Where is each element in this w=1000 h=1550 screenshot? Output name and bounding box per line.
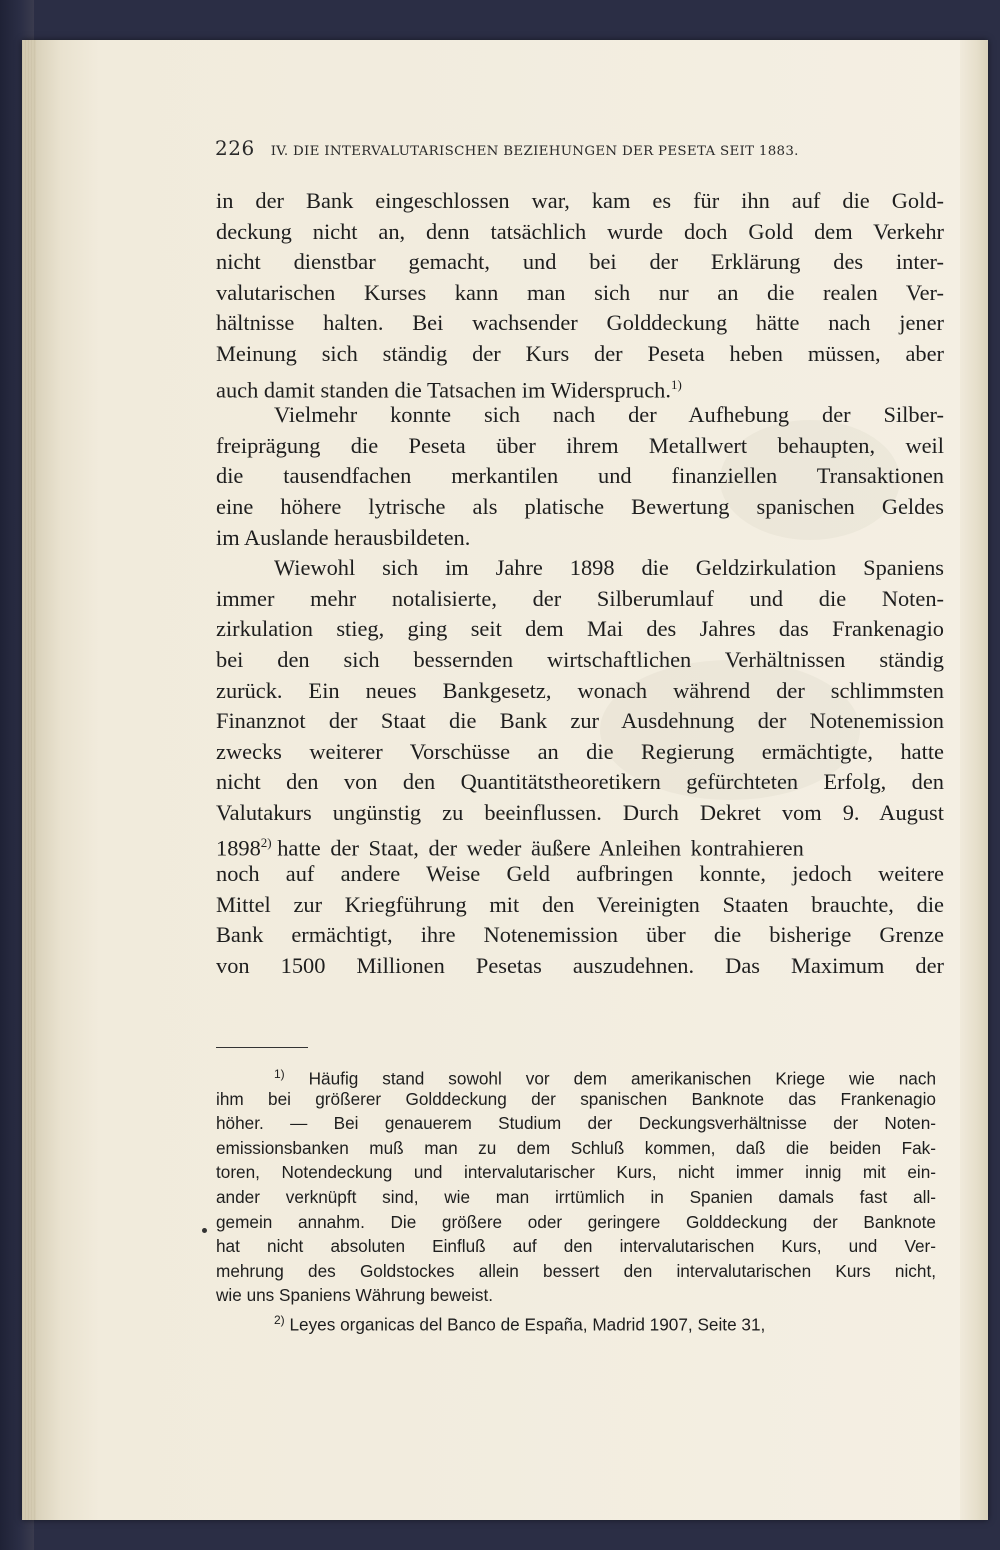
margin-mark: [202, 1228, 207, 1233]
text-line: freiprägung die Peseta über ihrem Metallwert behaupten, weil: [216, 432, 944, 458]
text-line: Bank ermächtigt, ihre Notenemission über die bisherige Grenze: [216, 922, 944, 948]
footnote-line: ander verknüpft sind, wie man irrtümlich in Spanien damals fast all-: [216, 1186, 936, 1207]
text-line: nicht den von den Quantitätstheoretikern gefürchteten Erfolg, den: [216, 769, 944, 795]
footnote-line: mehrung des Goldstockes allein bessert den intervalutarischen Kurs nicht,: [216, 1260, 936, 1281]
text-line: immer mehr notalisierte, der Silberumlauf und die Noten-: [216, 585, 944, 611]
text-line: eine höhere lytrische als platische Bewertung spanischen Geldes: [216, 493, 944, 519]
text-line: von 1500 Millionen Pesetas auszudehnen. Das Maximum der: [216, 952, 944, 978]
text-fragment: 1898: [216, 835, 261, 861]
text-line: noch auf andere Weise Geld aufbringen konnte, jedoch weitere: [216, 861, 944, 887]
footnote-ref: 1): [670, 376, 682, 392]
text-line: die tausendfachen merkantilen und finanziellen Transaktionen: [216, 463, 944, 489]
text-line: deckung nicht an, denn tatsächlich wurde doch Gold dem Verkehr: [216, 218, 944, 244]
footnote-line: höher. — Bei genauerem Studium der Deckungsverhältnisse der Noten-: [216, 1113, 936, 1134]
text-fragment: Häufig stand sowohl vor dem amerikanischen Kriege wie nach: [308, 1068, 936, 1089]
text-line: Vielmehr konnte sich nach der Aufhebung der Silber-: [274, 402, 944, 428]
page-right-edge: [960, 40, 988, 1520]
text-line: in der Bank eingeschlossen war, kam es für ihn auf die Gold-: [216, 188, 944, 213]
footnote-line: [216, 1062, 936, 1087]
footnote-divider: [216, 1047, 308, 1048]
text-line: nicht dienstbar gemacht, und bei der Erklärung des inter-: [216, 249, 944, 275]
text-line: Valutakurs ungünstig zu beeinflussen. Durch Dekret vom 9. August: [216, 799, 944, 825]
footnote-line: wie uns Spaniens Währung beweist.: [216, 1285, 494, 1306]
footnote-line: gemein annahm. Die größere oder geringere Golddeckung der Banknote: [216, 1211, 936, 1232]
text-fragment: hatte der Staat, der weder äußere Anleihen kontrahieren: [277, 835, 804, 861]
footnotes: [216, 1062, 936, 1333]
footnote-marker: 1): [274, 1067, 285, 1081]
text-line: Mittel zur Kriegführung mit den Vereinigten Staaten brauchte, die: [216, 891, 944, 917]
text-line: [216, 828, 944, 859]
page-number: 226: [215, 136, 255, 160]
text-line: zwecks weiterer Vorschüsse an die Regierung ermächtigte, hatte: [216, 738, 944, 764]
footnote-line: ihm bei größerer Golddeckung der spanischen Banknote das Frankenagio: [216, 1088, 936, 1109]
text-line: Wiewohl sich im Jahre 1898 die Geldzirkulation Spaniens: [274, 555, 944, 581]
text-line: im Auslande herausbildeten.: [216, 524, 471, 550]
text-fragment: Leyes organicas del Banco de España, Madrid 1907, Seite 31,: [289, 1314, 766, 1335]
body-text: [216, 186, 944, 981]
footnote-line: hat nicht absoluten Einfluß auf den intervalutarischen Kurs, und Ver-: [216, 1236, 936, 1257]
text-line: valutarischen Kurses kann man sich nur an die realen Ver-: [216, 279, 944, 305]
footnote-ref: 2): [260, 835, 272, 851]
text-line: zirkulation stieg, ging seit dem Mai des Jahres das Frankenagio: [216, 616, 944, 642]
running-head: IV. DIE INTERVALUTARISCHEN BEZIEHUNGEN DER PESETA SEIT 1883.: [270, 144, 799, 159]
text-line: hältnisse halten. Bei wachsender Golddeckung hätte nach jener: [216, 310, 944, 336]
page-header: [215, 136, 935, 160]
text-line: bei den sich bessernden wirtschaftlichen Verhältnissen ständig: [216, 646, 944, 672]
text-line: Meinung sich ständig der Kurs der Peseta heben müssen, aber: [216, 340, 944, 366]
page-stack-edge: [22, 40, 36, 1520]
text-fragment: auch damit standen die Tatsachen im Widerspruch.: [216, 377, 671, 403]
footnote-line: toren, Notendeckung und intervalutarischer Kurs, nicht immer innig mit ein-: [216, 1162, 936, 1183]
footnote-line: emissionsbanken muß man zu dem Schluß kommen, daß die beiden Fak-: [216, 1137, 936, 1158]
text-line: [216, 370, 944, 401]
footnote-line: [216, 1308, 936, 1333]
text-line: zurück. Ein neues Bankgesetz, wonach während der schlimmsten: [216, 677, 944, 703]
text-line: Finanznot der Staat die Bank zur Ausdehnung der Notenemission: [216, 708, 944, 734]
footnote-marker: 2): [274, 1312, 285, 1327]
